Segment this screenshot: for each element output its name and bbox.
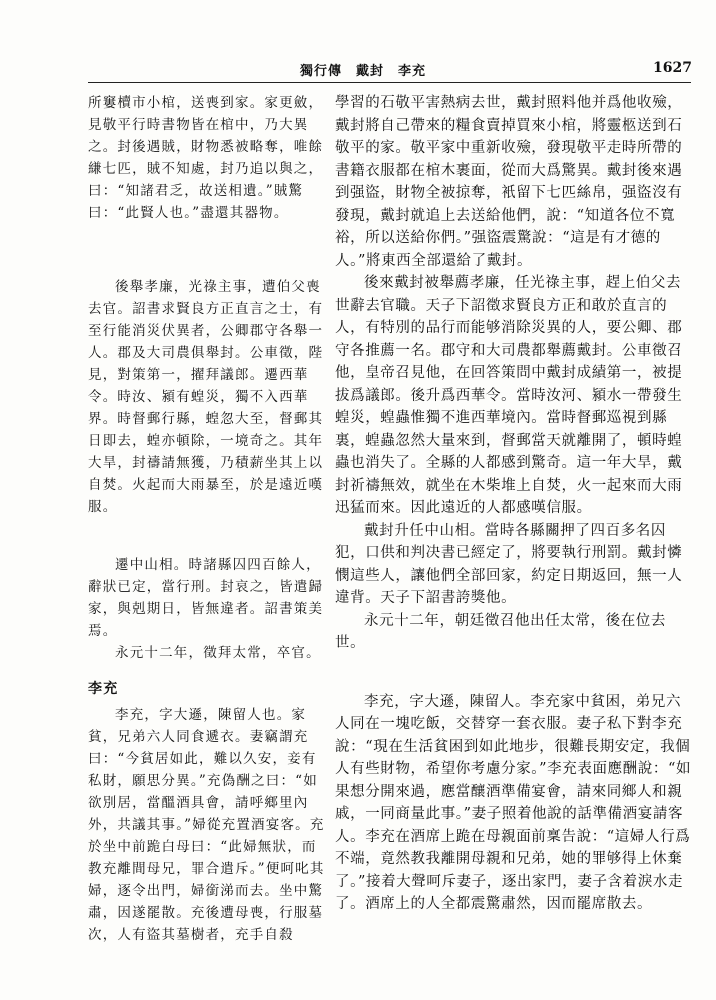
classical-paragraph: 後舉孝廉，光祿主事，遭伯父喪去官。詔書求賢良方正直言之士，有至行能消災伏異者，公卿郡守各舉一人。郡及大司農俱舉封。公車徵，陛見，對策第一，擢拜議郎。遷西華令。時汝、潁有蝗災，獨不入西華界。時督郵行縣，蝗忽大至，督郵其日即去，蝗亦頓除，一境奇之。其年大旱，封禱請無獲，乃積薪坐其上以自焚。火起而大雨暴至，於是遠近嘆服。 [88, 279, 324, 515]
modern-paragraph: 永元十二年，朝廷徵召他出任太常，後在位去世。 [335, 612, 666, 651]
classical-column [88, 92, 325, 946]
classical-paragraph: 李充，字大遜，陳留人也。家貧，兄弟六人同食遞衣。妻竊謂充曰：“今貧居如此，難以久安，妾有私財，願思分異。”充偽酬之曰：“如欲別居，當醞酒具會，請呼鄉里內外，共議其事。”婦從充置酒宴客。充於坐中前跪白母曰：“此婦無狀，而教充離間母兄，罪合遣斥。”便呵叱其婦，逐令出門，婦銜涕而去。坐中驚肅，因遂罷散。充後遭母喪，行服墓次，人有盜其墓樹者，充手自殺 [88, 707, 325, 943]
classical-paragraph: 遷中山相。時諸縣囚四百餘人，辭狀已定，當行刑。封哀之，皆遣歸家，與剋期日，皆無違者。詔書策美焉。 [88, 557, 324, 639]
section-title: 李充 [88, 681, 119, 697]
modern-column [335, 92, 695, 916]
page-number: 1627 [653, 60, 692, 76]
header-rule [88, 82, 691, 83]
running-title: 獨行傳 戴封 李充 [300, 64, 427, 79]
modern-paragraph: 李充，字大遜，陳留人。李充家中貧困，弟兄六人同在一塊吃飯，交替穿一套衣服。妻子私下對李充說：“現在生活貧困到如此地步，很難長期安定，我個人有些財物，希望你考慮分家。”李充表面應酬說：“如果想分開來過，應當釀酒準備宴會，請來同鄉人和親戚，一同商量此事。”妻子照着他說的話準備酒宴請客人。李充在酒席上跪在母親面前稟告說：“這婦人行爲不端，竟然教我離開母親和兄弟，她的罪够得上休棄了。”接着大聲呵斥妻子，逐出家門，妻子含着淚水走了。酒席上的人全都震驚肅然，因而罷席散去。 [335, 693, 692, 912]
classical-paragraph: 永元十二年，徵拜太常，卒官。 [115, 645, 321, 661]
modern-paragraph: 戴封升任中山相。當時各縣關押了四百多名囚犯，口供和判决書已經定了，將要執行刑罰。戴封憐憫這些人，讓他們全部回家，約定日期返回，無一人違背。天子下詔書誇獎他。 [335, 522, 683, 606]
classical-paragraph: 所窶櫝市小棺，送喪到家。家更斂，見敬平行時書物皆在棺中，乃大異之。封後遇賊，財物悉被略奪，唯餘縑七匹，賊不知處，封乃追以與之，曰：“知諸君乏，故送相遺。”賊驚曰：“此賢人也。”盡還其器物。 [88, 95, 324, 221]
page-header [0, 60, 716, 84]
modern-paragraph: 後來戴封被舉薦孝廉，任光祿主事，趕上伯父去世辭去官職。天子下詔徵求賢良方正和敢於直言的人，有特別的品行而能够消除災異的人，要公卿、郡守各推薦一名。郡守和大司農都舉薦戴封。公車徵召他，皇帝召見他，在回答策問中戴封成績第一，被提拔爲議郎。後升爲西華令。當時汝河、潁水一帶發生蝗災，蝗蟲惟獨不進西華境內。當時督郵巡視到縣裏，蝗蟲忽然大量來到，督郵當天就離開了，頓時蝗蟲也消失了。全縣的人都感到驚奇。這一年大旱，戴封祈禱無效，就坐在木柴堆上自焚，火一起來而大雨迅猛而來。因此遠近的人都感嘆信服。 [335, 275, 683, 516]
modern-paragraph: 學習的石敬平害熱病去世，戴封照料他并爲他收殮，戴封將自己帶來的糧食賣掉買來小棺，將靈柩送到石敬平的家。敬平家中重新收殮，發現敬平走時所帶的書籍衣服都在棺木裹面，從而大爲驚異。戴封後來遇到强盜，財物全被掠奪，衹留下七匹絲帛，强盜沒有發現，戴封就追上去送給他們，說：“知道各位不寬裕，所以送給你們。”强盜震驚說：“這是有才德的人。”將東西全部還給了戴封。 [335, 95, 683, 269]
